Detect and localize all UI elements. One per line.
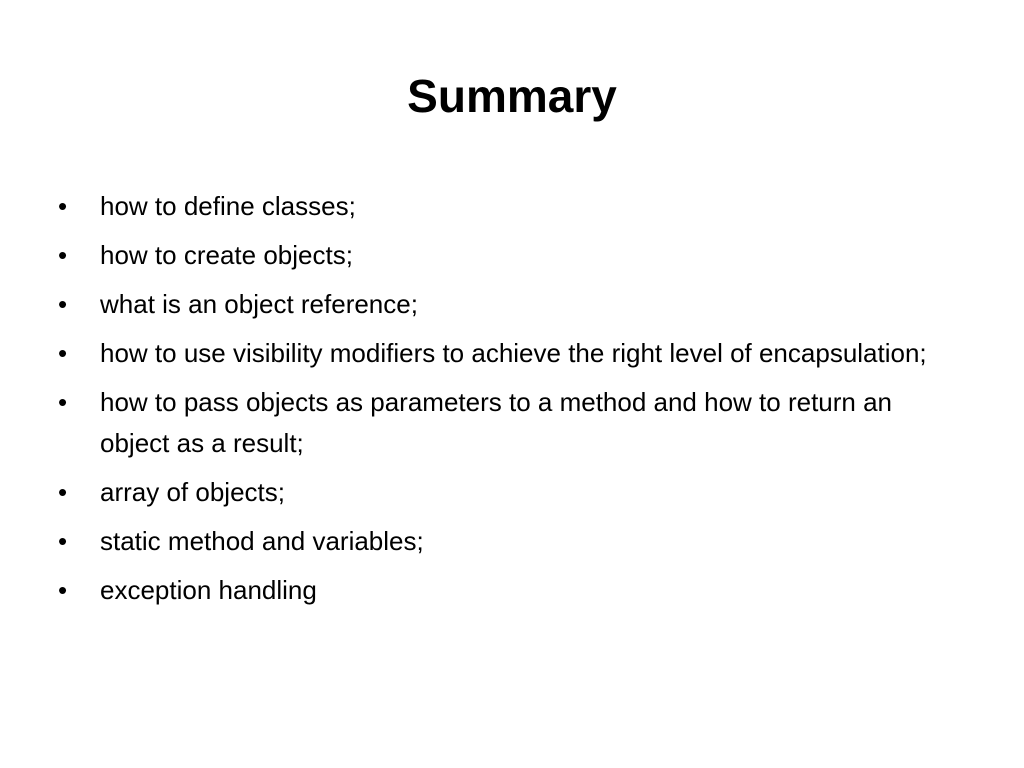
list-item <box>58 570 958 611</box>
list-item-text: exception handling <box>100 575 317 605</box>
list-item <box>58 382 958 464</box>
list-item <box>58 472 958 513</box>
list-item <box>58 333 958 374</box>
list-item-text: how to create objects; <box>100 240 353 270</box>
list-item-text: how to define classes; <box>100 191 356 221</box>
list-item-text: how to pass objects as parameters to a method and how to return an object as a result; <box>100 387 893 458</box>
bullet-icon: • <box>58 338 68 368</box>
list-item-text: array of objects; <box>100 477 285 507</box>
list-item-text: how to use visibility modifiers to achieve the right level of encapsulation; <box>100 338 927 368</box>
list-item <box>58 186 958 227</box>
list-item-text: what is an object reference; <box>100 289 418 319</box>
bullet-list <box>58 186 958 619</box>
slide-title: Summary <box>407 70 617 122</box>
list-item <box>58 235 958 276</box>
bullet-icon: • <box>58 387 68 417</box>
bullet-icon: • <box>58 191 68 221</box>
list-item-text: static method and variables; <box>100 526 424 556</box>
bullet-icon: • <box>58 240 68 270</box>
bullet-icon: • <box>58 526 68 556</box>
bullet-icon: • <box>58 575 68 605</box>
bullet-icon: • <box>58 289 68 319</box>
list-item <box>58 284 958 325</box>
list-item <box>58 521 958 562</box>
bullet-icon: • <box>58 477 68 507</box>
